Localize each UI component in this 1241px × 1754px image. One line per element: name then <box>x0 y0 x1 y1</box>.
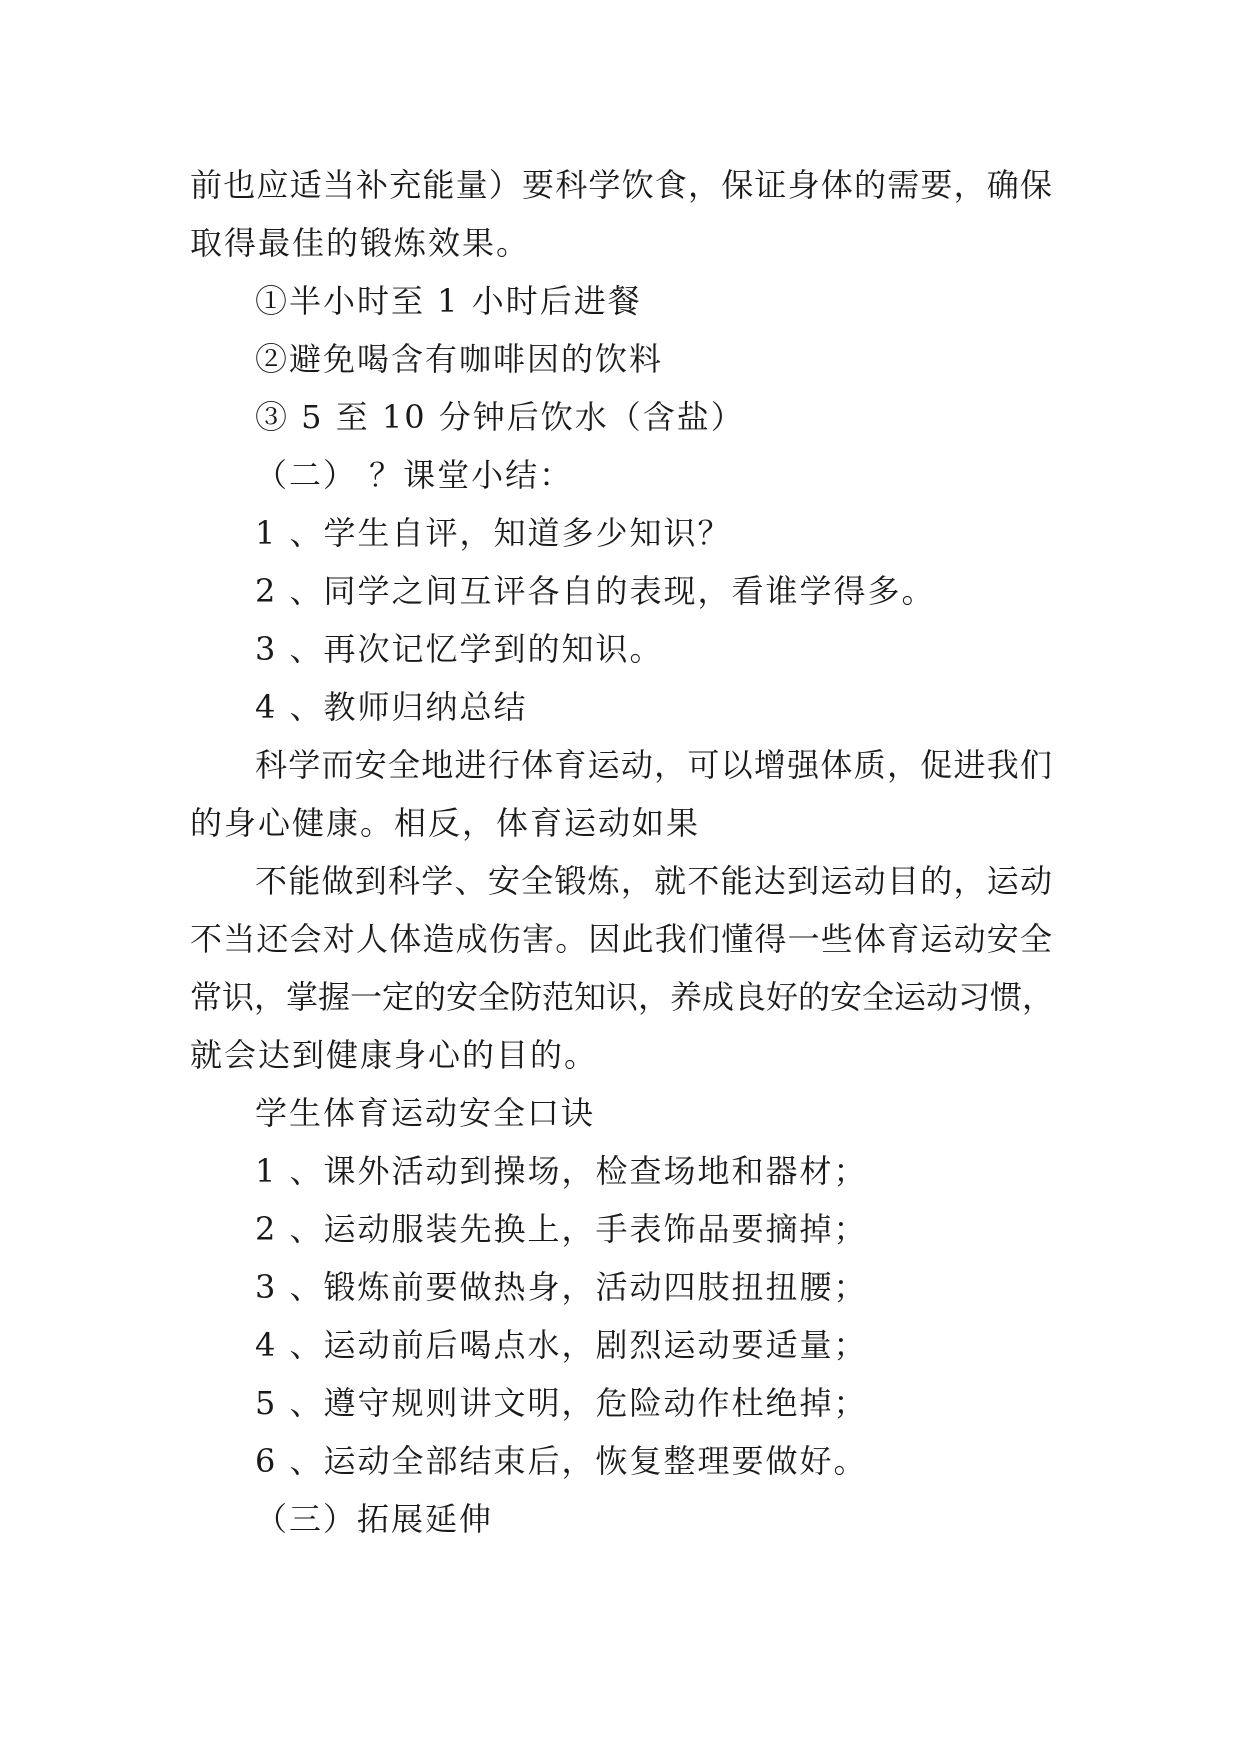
section-heading: （三）拓展延伸 <box>255 1500 494 1538</box>
list-item: 1 、课外活动到操场，检查场地和器材； <box>255 1152 868 1190</box>
list-item: 4 、教师归纳总结 <box>255 688 528 726</box>
paragraph-line: 科学而安全地进行体育运动，可以增强体质，促进我们 <box>255 746 1052 784</box>
paragraph-line: 的身心健康。相反，体育运动如果 <box>190 804 701 842</box>
list-item: ②避免喝含有咖啡因的饮料 <box>255 340 664 378</box>
list-item: 2 、同学之间互评各自的表现，看谁学得多。 <box>255 572 936 610</box>
paragraph-line: 不当还会对人体造成伤害。因此我们懂得一些体育运动安全 <box>190 920 1052 958</box>
subheading: 学生体育运动安全口诀 <box>255 1094 596 1132</box>
section-heading: （二） ？课堂小结： <box>255 456 574 494</box>
list-item: ③ 5 至 10 分钟后饮水（含盐） <box>255 398 745 436</box>
list-item: 2 、运动服装先换上，手表饰品要摘掉； <box>255 1210 868 1248</box>
list-item: 3 、再次记忆学到的知识。 <box>255 630 664 668</box>
text-line: 前也应适当补充能量）要科学饮食，保证身体的需要，确保 <box>190 166 1052 204</box>
paragraph-line: 不能做到科学、安全锻炼，就不能达到运动目的，运动 <box>255 862 1052 900</box>
list-item: 5 、遵守规则讲文明，危险动作杜绝掉； <box>255 1384 868 1422</box>
list-item: 4 、运动前后喝点水，剧烈运动要适量； <box>255 1326 868 1364</box>
list-item: 6 、运动全部结束后，恢复整理要做好。 <box>255 1442 868 1480</box>
paragraph-line: 就会达到健康身心的目的。 <box>190 1036 599 1074</box>
text-line: 取得最佳的锻炼效果。 <box>190 224 531 262</box>
list-item: ①半小时至 1 小时后进餐 <box>255 282 642 320</box>
list-item: 3 、锻炼前要做热身，活动四肢扭扭腰； <box>255 1268 868 1306</box>
list-item: 1 、学生自评，知道多少知识？ <box>255 514 732 552</box>
paragraph-line: 常识，掌握一定的安全防范知识，养成良好的安全运动习惯， <box>190 978 1055 1016</box>
